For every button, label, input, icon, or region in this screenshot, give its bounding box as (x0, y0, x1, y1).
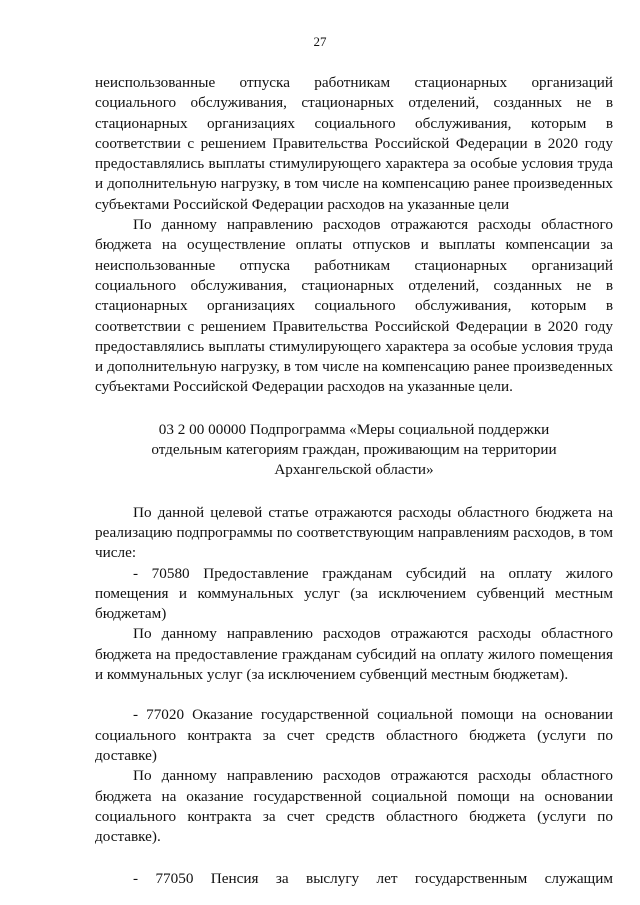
list-item-70580: - 70580 Предоставление гражданам субсидий на оплату жилого помещения и коммунальных услуг (за исключением субвенций местным бюджетам) (95, 564, 613, 623)
page-number: 27 (313, 34, 327, 49)
paragraph-expense-description-1: По данному направлению расходов отражаются расходы областного бюджета на осуществление оплаты отпусков и выплаты компенсации за неиспользованные отпуска работникам стационарных организаций социального обслуживания, стационарных отделений, созданных не в стационарных организациях социального обслуживания, которым в соответствии с решением Правительства Российской Федерации в 2020 году предоставлялись выплаты стимулирующего характера за особые условия труда и дополнительную нагрузку, в том числе на компенсацию ранее произведенных субъектами Российской Федерации расходов на указанные цели. (95, 216, 613, 396)
paragraph-expense-description-70580: По данному направлению расходов отражаются расходы областного бюджета на предоставление гражданам субсидий на оплату жилого помещения и коммунальных услуг (за исключением субвенций местным бюджетам). (95, 625, 613, 684)
paragraph-expense-description-77020: По данному направлению расходов отражаются расходы областного бюджета на оказание государственной социальной помощи на основании социального контракта за счет средств областного бюджета (услуги по доставке). (95, 767, 613, 846)
paragraph-continued: неиспользованные отпуска работникам стационарных организаций социального обслуживания, стационарных отделений, созданных не в стационарных организациях социального обслуживания, которым в соответствии с решением Правительства Российской Федерации в 2020 году предоставлялись выплаты стимулирующего характера за особые условия труда и дополнительную нагрузку, в том числе на компенсацию ранее произведенных субъектами Российской Федерации расходов на указанные цели (95, 74, 613, 213)
list-item-77020: - 77020 Оказание государственной социальной помощи на основании социального контракта за счет средств областного бюджета (услуги по доставке) (95, 706, 613, 764)
document-body (95, 73, 613, 890)
list-item-77050: - 77050 Пенсия за выслугу лет государственным служащим (133, 870, 613, 888)
paragraph-target-article: По данной целевой статье отражаются расходы областного бюджета на реализацию подпрограммы по соответствующим направлениям расходов, в том числе: (95, 503, 613, 562)
section-heading: 03 2 00 00000 Подпрограмма «Меры социальной поддержки отдельным категориям граждан, проживающим на территории Архангельской области» (151, 420, 557, 479)
